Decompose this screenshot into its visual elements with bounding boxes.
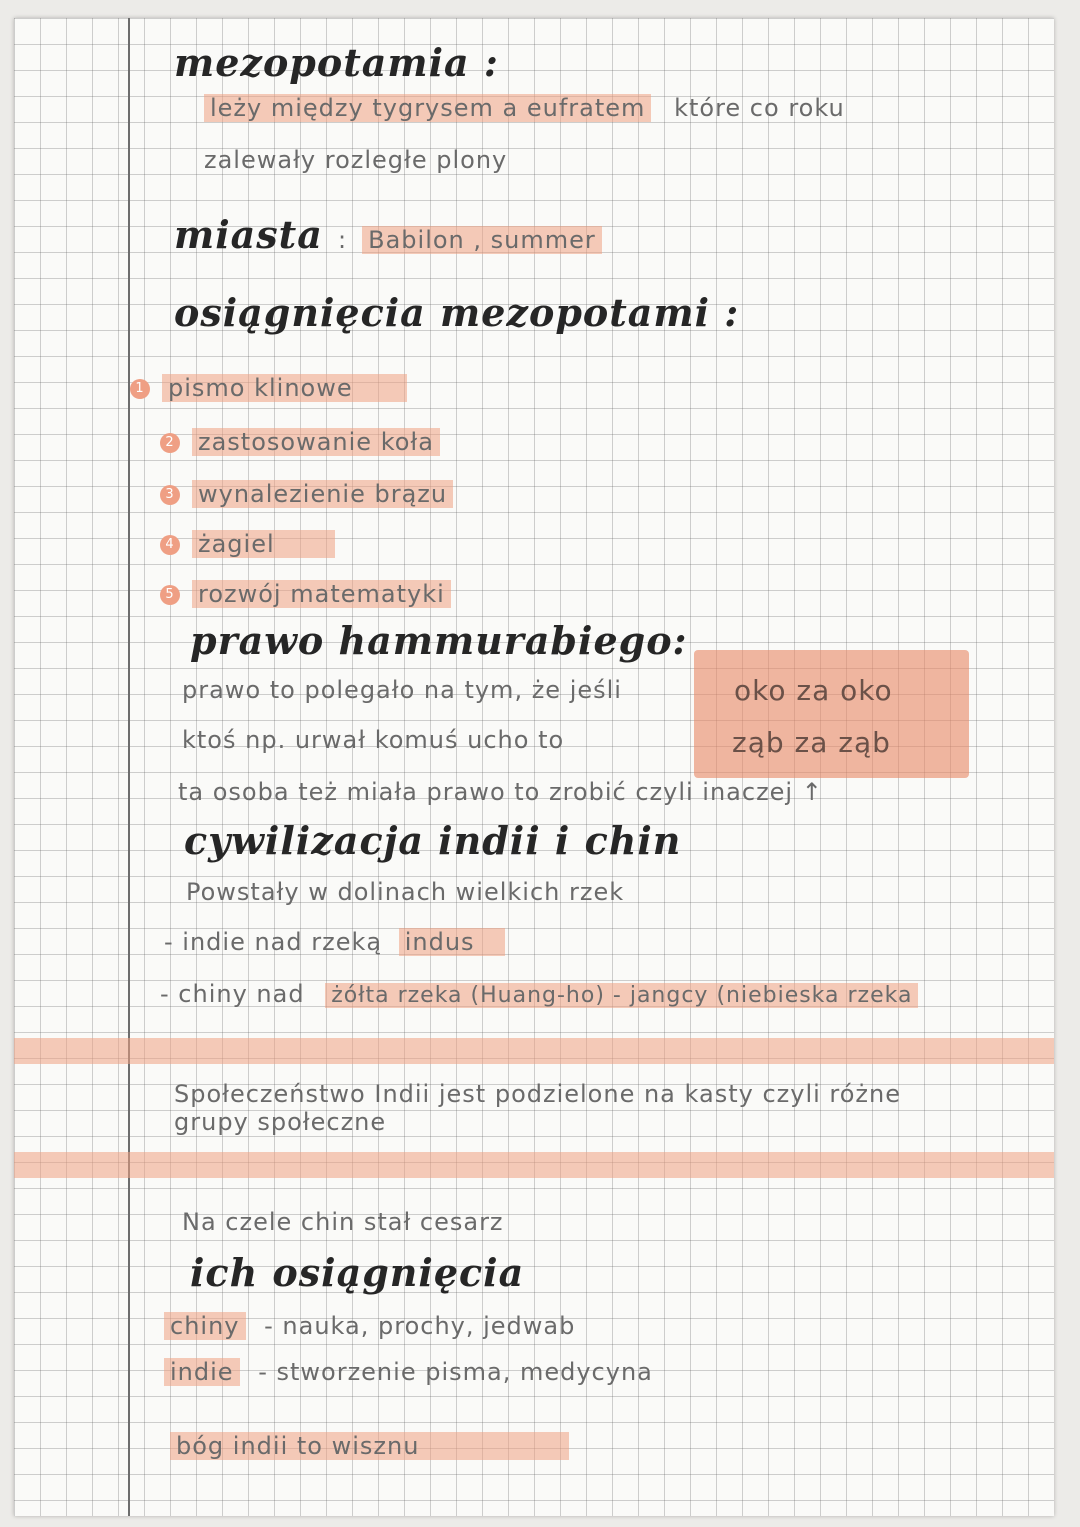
- law-box-line-2: ząb za ząb: [732, 726, 891, 759]
- bullet-number-icon: 1: [130, 379, 150, 399]
- achievement-text: rozwój matematyki: [192, 580, 451, 608]
- mesopotamia-line-1-rest: które co roku: [674, 94, 845, 122]
- china-achievements-text: - nauka, prochy, jedwab: [264, 1312, 576, 1340]
- china-river-prefix: - chiny nad: [160, 980, 305, 1008]
- china-achievements-line: [164, 1312, 575, 1340]
- achievement-item: [130, 374, 407, 402]
- mesopotamia-line-2: zalewały rozległe plony: [204, 146, 508, 174]
- india-river-name: indus: [399, 928, 505, 956]
- achievement-text: żagiel: [192, 530, 335, 558]
- india-china-line-1: Powstały w dolinach wielkich rzek: [186, 878, 625, 906]
- achievement-item: [160, 480, 453, 508]
- cities-value: Babilon , summer: [362, 226, 602, 254]
- bullet-number-icon: 2: [160, 433, 180, 453]
- bullet-number-icon: 5: [160, 585, 180, 605]
- heading-mesopotamia: mezopotamia :: [174, 40, 499, 85]
- india-river-prefix: - indie nad rzeką: [164, 928, 383, 956]
- china-river-names: żółta rzeka (Huang-ho) - jangcy (niebieska rzeka: [325, 983, 918, 1008]
- china-label: chiny: [164, 1312, 246, 1340]
- heading-achievements: osiągnięcia mezopotami :: [174, 290, 740, 335]
- notebook-page: [14, 18, 1054, 1516]
- god-text: bóg indii to wisznu: [170, 1432, 569, 1460]
- india-achievements-text: - stworzenie pisma, medycyna: [258, 1358, 653, 1386]
- society-line-1: Społeczeństwo Indii jest podzielone na kasty czyli różne: [174, 1080, 902, 1108]
- hammurabi-line-1: prawo to polegało na tym, że jeśli: [182, 676, 622, 704]
- achievement-item: [160, 530, 335, 558]
- highlight-stripe: [14, 1038, 1054, 1064]
- achievement-item: [160, 428, 440, 456]
- mesopotamia-line-1: [204, 94, 845, 122]
- emperor-line: Na czele chin stał cesarz: [182, 1208, 504, 1236]
- bullet-number-icon: 4: [160, 535, 180, 555]
- cities-label: miasta: [174, 212, 323, 257]
- india-label: indie: [164, 1358, 240, 1386]
- heading-hammurabi: prawo hammurabiego:: [190, 618, 688, 663]
- china-river-line: [160, 980, 918, 1008]
- cities-colon: :: [337, 226, 348, 254]
- god-line: [170, 1432, 569, 1460]
- law-box-line-1: oko za oko: [734, 674, 893, 707]
- cities-row: [174, 212, 602, 257]
- rivers-highlight: leży między tygrysem a eufratem: [204, 94, 651, 122]
- achievement-item: [160, 580, 451, 608]
- india-river-line: [164, 928, 505, 956]
- india-achievements-line: [164, 1358, 653, 1386]
- margin-line: [128, 18, 130, 1516]
- hammurabi-line-2: ktoś np. urwał komuś ucho to: [182, 726, 565, 754]
- achievement-text: pismo klinowe: [162, 374, 407, 402]
- achievement-text: zastosowanie koła: [192, 428, 440, 456]
- bullet-number-icon: 3: [160, 485, 180, 505]
- heading-india-china: cywilizacja indii i chin: [184, 818, 682, 863]
- society-line-2: grupy społeczne: [174, 1108, 387, 1136]
- highlight-stripe: [14, 1152, 1054, 1178]
- hammurabi-line-3: ta osoba też miała prawo to zrobić czyli inaczej ↑: [178, 778, 823, 806]
- achievement-text: wynalezienie brązu: [192, 480, 453, 508]
- heading-their-achievements: ich osiągnięcia: [190, 1250, 525, 1295]
